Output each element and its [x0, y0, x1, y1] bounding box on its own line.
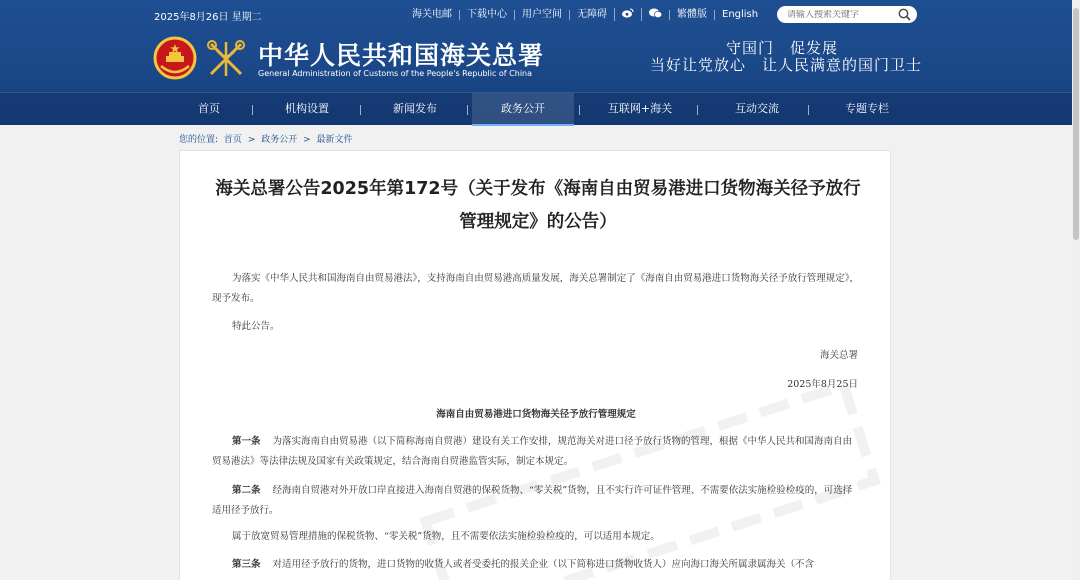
nav-separator	[808, 105, 809, 115]
article-signature: 海关总署	[819, 350, 858, 361]
breadcrumb-prefix: 您的位置:	[179, 135, 219, 145]
nav-interaction[interactable]: 互动交流	[735, 102, 779, 115]
clause-number: 第三条	[232, 559, 261, 570]
slogan-line-1: 守国门 促发展	[726, 39, 839, 57]
breadcrumb-latest-docs[interactable]: 最新文件	[316, 135, 353, 145]
wechat-icon[interactable]	[641, 8, 669, 21]
article-sign-date: 2025年8月25日	[787, 379, 858, 390]
clause-number: 第二条	[232, 485, 261, 496]
search-icon[interactable]	[898, 8, 911, 21]
national-emblem-icon	[153, 36, 197, 80]
clause-text: 经海南自贸港对外开放口岸直接进入海南自贸港的保税货物、“零关税”货物，且不实行许可证件管理、不需要依法实施检验检疫的，可选择适用径予放行。	[212, 485, 853, 516]
nav-internet-customs[interactable]: 互联网+海关	[607, 102, 673, 115]
nav-news[interactable]: 新闻发布	[393, 102, 437, 115]
nav-special-topics[interactable]: 专题专栏	[845, 102, 889, 115]
rule-title: 海南自由贸易港进口货物海关径予放行管理规定	[436, 409, 636, 420]
site-header	[0, 0, 1072, 125]
nav-organization[interactable]: 机构设置	[285, 102, 329, 115]
article-title: 海关总署公告2025年第172号（关于发布《海南自由贸易港进口货物海关径予放行管理规定》的公告）	[215, 179, 861, 232]
article-clause-2	[212, 481, 860, 521]
nav-separator	[252, 105, 253, 115]
link-email[interactable]: 海关电邮	[412, 8, 452, 20]
org-name-en: General Administration of Customs of the People's Republic of China	[258, 69, 533, 78]
clause-text: 对适用径予放行的货物，进口货物的收货人或者受委托的报关企业（以下简称进口货物收货人）应向海口海关所属隶属海关（不含	[272, 559, 815, 570]
breadcrumb-home[interactable]: 首页	[223, 135, 242, 145]
article-clause-1	[212, 432, 860, 472]
org-name-cn: 中华人民共和国海关总署	[258, 41, 545, 70]
article-clause-2b: 属于放宽贸易管理措施的保税货物、“零关税”货物，且不需要依法实施检验检疫的，可以适用本规定。	[232, 531, 660, 542]
slogan-line-2: 当好让党放心 让人民满意的国门卫士	[650, 56, 923, 74]
article-intro: 为落实《中华人民共和国海南自由贸易港法》，支持海南自由贸易港高质量发展，海关总署制定了《海南自由贸易港进口货物海关径予放行管理规定》，现予发布。	[212, 273, 860, 304]
search-box	[777, 6, 917, 23]
link-traditional[interactable]: 繁體版	[669, 10, 714, 20]
link-download-center[interactable]: 下载中心	[459, 10, 514, 20]
page-scrollbar[interactable]	[1072, 0, 1080, 580]
breadcrumb-gov-affairs[interactable]: 政务公开	[261, 135, 298, 145]
weibo-icon[interactable]	[614, 8, 641, 21]
clause-text: 为落实海南自由贸易港（以下简称海南自贸港）建设有关工作安排，规范海关对进口径予放行货物的管理，根据《中华人民共和国海南自由贸易港法》等法律法规及国家有关政策规定，结合海南自贸港监管实际，制定本规定。	[212, 436, 853, 467]
nav-separator	[579, 105, 580, 115]
current-date: 2025年8月26日 星期二	[154, 12, 262, 23]
customs-emblem-icon	[203, 36, 249, 82]
link-english[interactable]: English	[714, 10, 765, 20]
nav-separator	[467, 105, 468, 115]
link-user-space[interactable]: 用户空间	[514, 10, 569, 20]
clause-number: 第一条	[232, 436, 261, 447]
watermark	[413, 373, 888, 580]
utility-links	[412, 8, 765, 21]
nav-separator	[360, 105, 361, 115]
article-panel	[179, 150, 891, 580]
breadcrumb-separator: >	[303, 135, 311, 145]
article-clause-3	[212, 555, 860, 575]
nav-government-affairs[interactable]: 政务公开	[472, 93, 574, 126]
search-input[interactable]	[777, 10, 887, 20]
breadcrumb	[179, 132, 356, 145]
main-nav	[0, 92, 1072, 125]
breadcrumb-separator: >	[247, 135, 256, 145]
article-notice: 特此公告。	[232, 321, 280, 332]
link-accessibility[interactable]: 无障碍	[569, 10, 614, 20]
nav-separator	[697, 105, 698, 115]
scrollbar-thumb[interactable]	[1073, 8, 1079, 240]
nav-home[interactable]: 首页	[198, 102, 220, 115]
